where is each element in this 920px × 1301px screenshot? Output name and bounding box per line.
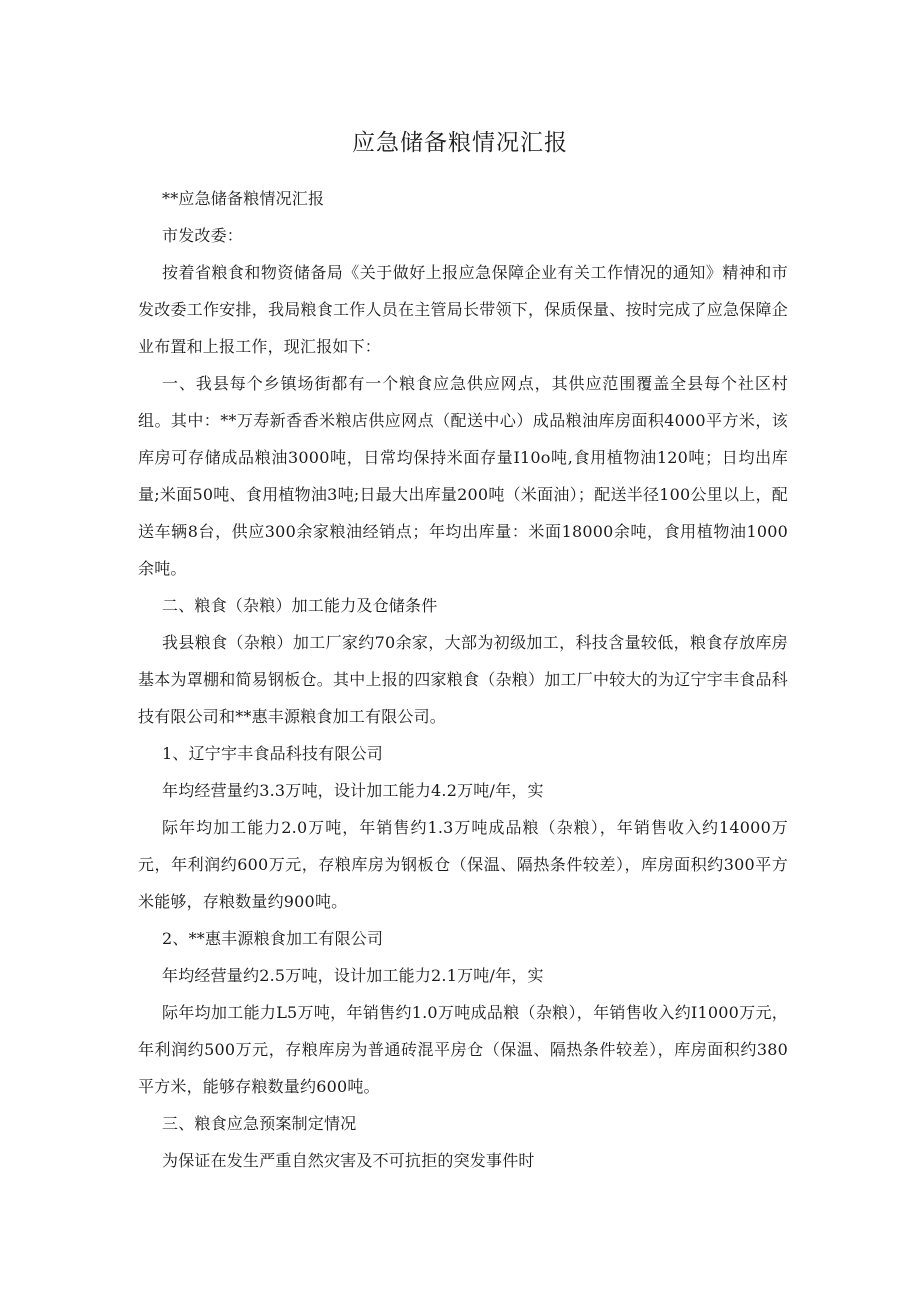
intro-paragraph: 按着省粮食和物资储备局《关于做好上报应急保障企业有关工作情况的通知》精神和市发改委工作安排，我局粮食工作人员在主管局长带领下，保质保量、按时完成了应急保障企业布置和上报工作，现汇报如下： (138, 263, 788, 356)
section-one-paragraph: 一、我县每个乡镇场街都有一个粮食应急供应网点，其供应范围覆盖全县每个社区村组。其中：**万寿新香香米粮店供应网点（配送中心）成品粮油库房面积4000平方米，该库房可存储成品粮油3000吨，日常均保持米面存量I10o吨,食用植物油120吨；日均出库量;米面50吨、食用植物油3吨;日最大出库量200吨（米面油）；配送半径100公里以上，配送车辆8台，供应300余家粮油经销点；年均出库量：米面18000余吨，食用植物油1000余吨。 (138, 374, 788, 578)
company-one-line-a: 年均经营量约3.3万吨，设计加工能力4.2万吨/年，实 (162, 781, 544, 800)
company-one-heading: 1、辽宁宇丰食品科技有限公司 (162, 744, 383, 763)
section-two-heading: 二、粮食（杂粮）加工能力及仓储条件 (162, 596, 438, 615)
company-one-line-b: 际年均加工能力2.0万吨，年销售约1.3万吨成品粮（杂粮），年销售收入约14000万元，年利润约600万元，存粮库房为钢板仓（保温、隔热条件较差），库房面积约300平方米能够，存粮数量约900吨。 (138, 818, 788, 911)
section-three-heading: 三、粮食应急预案制定情况 (162, 1114, 357, 1133)
subtitle-line: **应急储备粮情况汇报 (162, 189, 325, 208)
salutation: 市发改委： (162, 226, 244, 245)
company-two-heading: 2、**惠丰源粮食加工有限公司 (162, 929, 384, 948)
company-two-line-b: 际年均加工能力L5万吨，年销售约1.0万吨成品粮（杂粮），年销售收入约I1000万元，年利润约500万元，存粮库房为普通砖混平房仓（保温、隔热条件较差），库房面积约380平方米，能够存粮数量约600吨。 (138, 1003, 788, 1096)
company-two-line-a: 年均经营量约2.5万吨，设计加工能力2.1万吨/年，实 (162, 966, 544, 985)
document-body (138, 180, 788, 1179)
document-title: 应急储备粮情况汇报 (352, 130, 568, 156)
section-three-paragraph: 为保证在发生严重自然灾害及不可抗拒的突发事件时 (162, 1151, 535, 1170)
section-two-paragraph: 我县粮食（杂粮）加工厂家约70余家，大部为初级加工，科技含量较低，粮食存放库房基本为罩棚和简易钢板仓。其中上报的四家粮食（杂粮）加工厂中较大的为辽宁宇丰食品科技有限公司和**惠丰源粮食加工有限公司。 (138, 633, 788, 726)
